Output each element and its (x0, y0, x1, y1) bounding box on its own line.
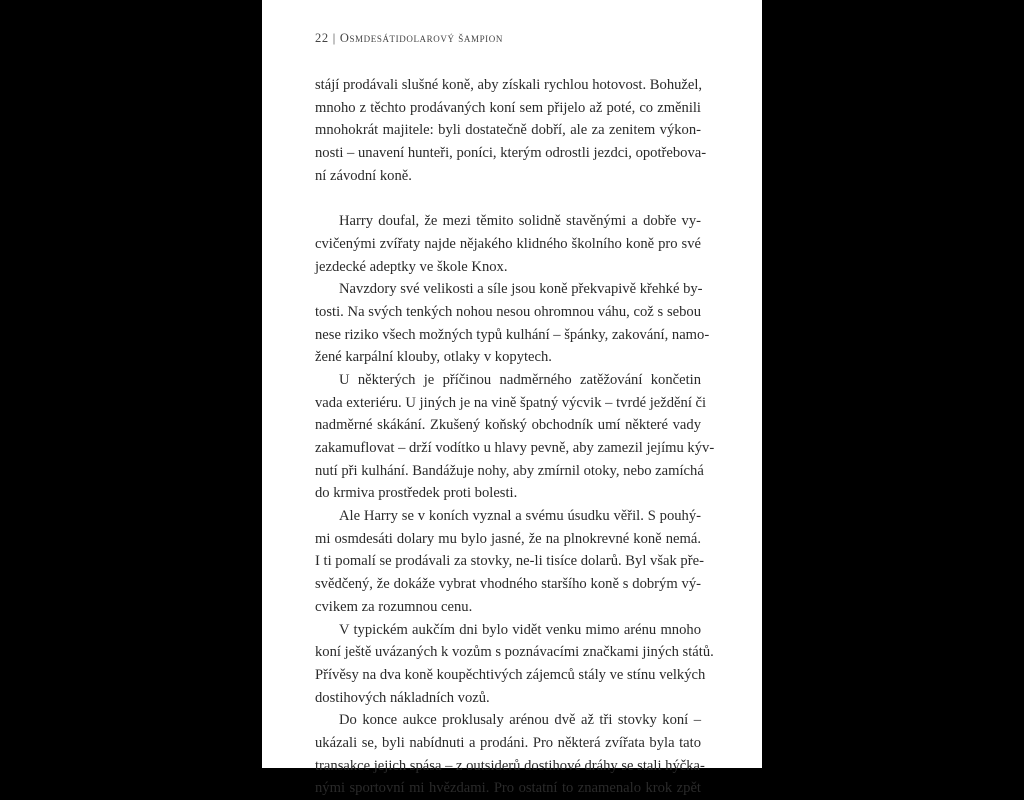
text-line: mnoho z těchto prodávaných koní sem přijelo až poté, co změnili (315, 99, 701, 116)
text-line: nese riziko všech možných typů kulhání – špánky, zakování, namo- (315, 326, 710, 343)
paragraph (315, 505, 704, 618)
text-line: nými sportovní mi hvězdami. Pro ostatní to znamenalo krok zpět (315, 780, 701, 797)
text-line: mi osmdesáti dolary mu bylo jasné, že na plnokrevné koně nemá. (315, 530, 701, 547)
text-line: jezdecké adeptky ve škole Knox. (315, 258, 508, 275)
text-line: I ti pomalí se prodávali za stovky, ne-li tisíce dolarů. Byl však pře- (315, 553, 704, 570)
text-line: ní závodní koně. (315, 167, 412, 184)
text-line: nosti – unavení hunteři, poníci, kterým odrostli jezdci, opotřebova- (315, 145, 707, 162)
text-line: svědčený, že dokáže vybrat vhodného staršího koně s dobrým vý- (315, 576, 701, 593)
book-page (262, 0, 762, 797)
paragraph (315, 619, 714, 710)
text-line: žené karpální klouby, otlaky v kopytech. (315, 349, 552, 366)
text-line: cvičenými zvířaty najde nějakého klidného školního koně pro své (315, 235, 701, 252)
text-line: transakce jejich spása – z outsiderů dostihové dráhy se stali hýčka- (315, 757, 705, 774)
text-line: nadměrné skákání. Zkušený koňský obchodník umí některé vady (315, 417, 701, 434)
text-line: ukázali se, byli nabídnuti a prodáni. Pro některá zvířata byla tato (315, 734, 701, 751)
page-number: 22 (315, 31, 329, 45)
text-line: nutí při kulhání. Bandážuje nohy, aby zmírnil otoky, nebo zamíchá (315, 462, 704, 479)
paragraph (315, 369, 715, 505)
header-separator: | (332, 31, 336, 45)
book-title: Osmdesátidolarový šampion (339, 31, 503, 45)
paragraph (315, 278, 710, 369)
paragraph (315, 210, 701, 278)
text-line: do krmiva prostředek proti bolesti. (315, 485, 518, 502)
text-line: mnohokrát majitele: byli dostatečně dobří, ale za zenitem výkon- (315, 122, 701, 139)
running-header (315, 31, 503, 46)
body-text (315, 74, 715, 800)
text-line: tosti. Na svých tenkých nohou nesou ohromnou váhu, což s sebou (315, 303, 701, 320)
text-line: Navzdory své velikosti a síle jsou koně překvapivě křehké by- (339, 281, 703, 298)
text-line: dostihových nákladních vozů. (315, 689, 490, 706)
paragraph-gap (315, 187, 701, 210)
text-line: Ale Harry se v koních vyznal a svému úsudku věřil. S pouhý- (339, 508, 701, 525)
text-line: U některých je příčinou nadměrného zatěžování končetin (339, 371, 701, 388)
paragraph (315, 74, 707, 187)
text-line: Harry doufal, že mezi těmito solidně stavěnými a dobře vy- (339, 213, 701, 230)
text-line: vada exteriéru. U jiných je na vině špatný výcvik – tvrdé ježdění či (315, 394, 707, 411)
paragraph (315, 709, 705, 800)
text-line: V typickém aukčím dni bylo vidět venku mimo arénu mnoho (339, 621, 701, 638)
text-line: cvikem za rozumnou cenu. (315, 598, 473, 615)
text-line: stájí prodávali slušné koně, aby získali rychlou hotovost. Bohužel, (315, 77, 703, 93)
text-line: koní ještě uvázaných k vozům s poznávacími značkami jiných států. (315, 644, 714, 661)
text-line: zakamuflovat – drží vodítko u hlavy pevně, aby zamezil jejímu kýv- (315, 440, 715, 456)
text-line: Do konce aukce proklusaly arénou dvě až tři stovky koní – (339, 712, 701, 729)
text-line: Přívěsy na dva koně koupěchtivých zájemců stály ve stínu velkých (315, 666, 706, 683)
